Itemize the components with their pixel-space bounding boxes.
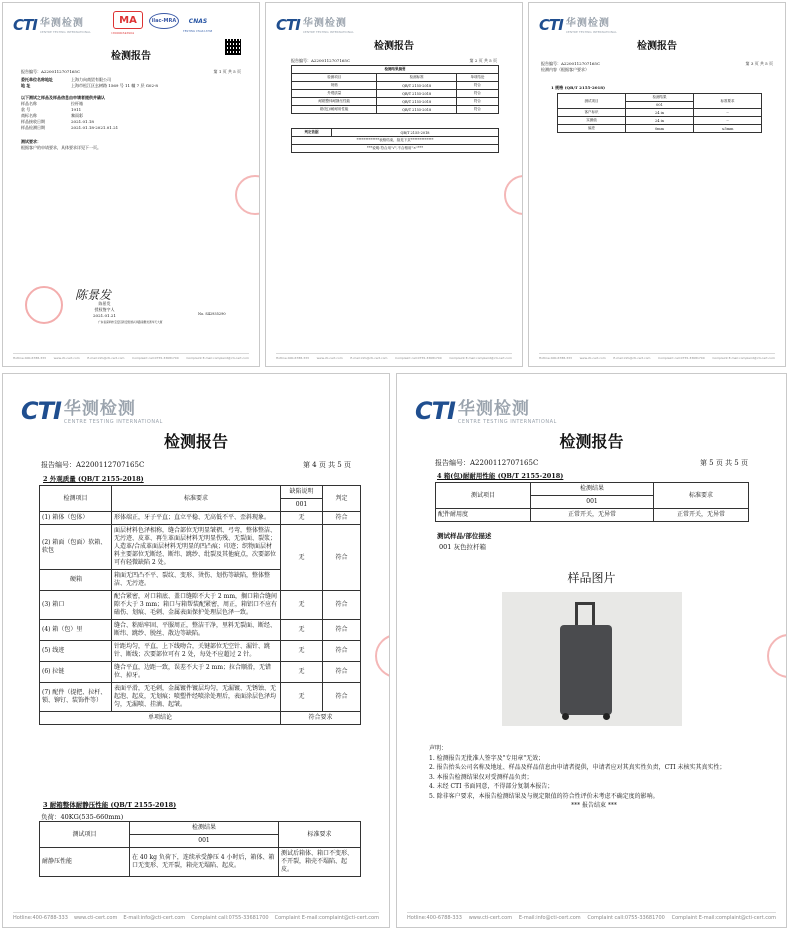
- wheel-icon: [603, 713, 610, 720]
- durability-table: 测试项目 检测结果 标准要求 001 配件耐用度 正常开关，无异常 正常开关，无异常: [435, 482, 749, 522]
- signer-block: 陈景发 授权签字人 2021.01.21: [93, 301, 116, 318]
- page-seal-icon: [767, 634, 787, 678]
- wheel-icon: [562, 713, 569, 720]
- cti-logo: CTI 华测检测 CENTRE TESTING INTERNATIONAL: [276, 16, 354, 34]
- content-line: 检测内容（根据客户要求）: [541, 67, 589, 72]
- cti-logo: CTI 华测检测 CENTRE TESTING INTERNATIONAL: [21, 397, 163, 425]
- cma-mark: MA: [113, 11, 143, 29]
- conclusion-row: 单项结论 符合要求: [40, 712, 361, 725]
- page-footer: Hotline:400-6788-333 www.cti-cert.com E-mail:info@cti-cert.com Complaint call:0755-33681700 Complaint E-mail:complaint@cti-cert.com: [407, 912, 776, 921]
- table-row: (4) 箱（包）里 缝合、粘贴牢固、平服周正，整洁干净，里料无裂面、断经、断纬、跳纱、脱丝、散边等缺陷。 无 符合: [40, 620, 361, 641]
- sample-description: 001 灰色拉杆箱: [439, 543, 486, 551]
- table-row: 客户标识 24 in --: [558, 109, 762, 117]
- report-page-4: [2, 373, 390, 928]
- report-title: 检测报告: [163, 432, 228, 451]
- report-title: 检测报告: [374, 41, 414, 52]
- table-row: (2) 箱面（包面）软箱、软包 面层材料色泽相称，缝合部位无明显皱褶、弓弯，整体整洁、无污迹、皮革、再生革面层材料无明显伤残、无裂面、裂浆；人造革/合成革面层材料无明显的凹凸痕；印迹；织物面层材料主要部位无断经、断纬、跳纱、纰裂及其他疵点，次要部位可有轻微缺陷 2 处。 无 符合: [40, 525, 361, 570]
- table-row: (7) 配件（提把、拉杆、锁、铆钉、装饰件等） 表面平滑，无毛刺，金属镀件镀层均匀，无漏镀、无锈蚀、无起泡、起皮，无划痕；喷塑件经喷涂处理后，表面涂层色泽均匀，无漏喷、挂滴、起皱。 无 符合: [40, 683, 361, 712]
- load-line: 负荷：40KG(535-660mm): [41, 813, 124, 821]
- trolley-handle-icon: [575, 602, 595, 626]
- report-title: 检测报告: [559, 432, 624, 451]
- issuer-address: 广东省深圳市宝安区新安街道兴华路南侧龙湾华天大厦: [98, 320, 163, 324]
- table-row: 实测值 24 in --: [558, 117, 762, 125]
- table-row: (1) 箱体（包体） 形体端正，牙子平直；直立平稳、无高低不平、歪斜现象。 无 符合: [40, 512, 361, 525]
- client-block: 委托单位名称地址 上海力向商贸有限公司 地 址 上海市松江区玄树路 1569 号 11 幢 7 层 G02-8 以下测试之样品及样品信息由申请者提供并确认 样品名称 拉杆箱 款 号 1911 商标名称 黎雨彩 样品接收日期 2021.01.18 样品检测日期 2021.01.18-2021.01.21 测试要求： 根据客户的申请要求，具体要求详见下一页。: [21, 77, 158, 150]
- report-title: 检测报告: [111, 51, 151, 62]
- table-row: (3) 箱口 配合紧密，对口箱底、盖口缝隙不大于 2 mm，搁口箱合缝间隙不大于 3 mm；箱口与箱帮装配紧密，周正，箱铝口不应有磕伤、划痕、毛刺、金属表面保护处理层色泽一致。 无 符合: [40, 591, 361, 620]
- spec-table: 测试项目 检测结果 标准要求 001 客户标识 24 in -- 实测值 24 in -- 偏差 0mm ≤5mm: [557, 93, 762, 133]
- report-meta: 报告编号：A2200112707165C 第 4 页 共 5 页: [41, 461, 351, 469]
- summary-table: 检测结果摘要 检测项目 检测标准 单项结论 规格 QB/T 2155-2018 符合 外观质量 QB/T 2155-2018 符合 耐箱整体耐静压性能 QB/T 2155-2018 符合 箱(包)/耐耐用性能 QB/T 2155-2018 符合: [291, 65, 499, 114]
- page-seal-icon: [504, 175, 523, 215]
- report-page-3: [528, 2, 786, 367]
- report-meta: 报告编号：A2200112707165C 第 1 页 共 5 页: [21, 69, 241, 74]
- serial-number: No. S42935290: [198, 312, 226, 316]
- page-footer: Hotline:400-6788-333 www.cti-cert.com E-mail:info@cti-cert.com Complaint call:0755-33681700 Complaint E-mail:complaint@cti-cert.com: [13, 353, 249, 360]
- report-page-1: [2, 2, 260, 367]
- report-page-2: [265, 2, 523, 367]
- table-row: 硬箱 箱面无凹凸不平、裂纹、变形、烫伤、划伤等缺陷，整体整洁、无污迹。: [40, 570, 361, 591]
- disclaimer-block: 声明： 1. 检测报告无批准人签字及"专用章"无效； 2. 报告抬头公司名称及地址、样品及样品信息由申请者提供，申请者应对其真实性负责，CTI 未核实其真实性； 3. 本报告检测结果仅对受测样品负责； 4. 未经 CTI 书面同意，不得部分复制本报告； 5. 除非客户要求，本报告检测结果及与规定限值的符合性评价未考虑不确定度的影响。 *** 报告结束 ***: [429, 745, 726, 809]
- table-row: 箱(包)/耐耐用性能 QB/T 2155-2018 符合: [292, 106, 499, 114]
- appearance-table: 检测项目 标准要求 缺陷说明 判定 001 (1) 箱体（包体） 形体端正，牙子平直；直立平稳、无高低不平、歪斜现象。 无 符合 (2) 箱面（包面）软箱、软包 面层材料色泽相称，缝合部位无明显皱褶、弓弯，整体整洁、无污迹、皮革、再生革面层材料无明显伤残、无裂面、裂浆；人造革/合成革面层材料无明显的凹凸痕；印迹；织物面层材料主要部位无断经、断纬、跳纱、纰裂及其他疵点，次要部位可有轻微缺陷 2 处。 无 符合 硬箱 箱面无凹凸不平、裂纹、变形、烫伤、划伤等缺陷，整体整洁、无污迹。 (3) 箱口 配合紧密，对口箱底、盖口缝隙不大于 2 mm，搁口箱合缝间隙不大于 3 mm；箱口与箱帮装配紧密，周正，箱铝口不应有磕伤、划痕、毛刺、金属表面保护处理层色泽一致。 无 符合 (4) 箱（包）里 缝合、粘贴牢固、平服周正，整洁干净，里料无裂面、断经、断纬、跳纱、脱丝、散边等缺陷。 无 符合 (5) 线迹 针距均匀，平直，上下线吻合，关键部位无空针、漏针、跳针、断线；次要部位可有 2 处，每处不应超过 2 针。 无 符合 (6) 拉链 缝合平直，边距一致，误差不大于 2 mm；拉合顺滑，无错位、掉牙。 无 符合 (7) 配件（提把、拉杆、锁、铆钉、装饰件等） 表面平滑，无毛刺，金属镀件镀层均匀，无漏镀、无锈蚀、无起泡、起皮，无划痕；喷塑件经喷涂处理后，表面涂层色泽均匀，无漏喷、挂滴、起皱。 无 符合 单项结论 符合要求: [39, 485, 361, 725]
- table-row: 耐静压性能 在 40 kg 负荷下，连续承受静压 4 小时后，箱体、箱口无变形、无开裂，箱壳无塌陷、起皮。 测试后箱体、箱口不变形、不开裂，箱壳不塌陷、起皮。: [40, 848, 361, 877]
- section-heading: 1 规格 (QB/T 2155-2018): [551, 85, 605, 90]
- page-label: 第 1 页 共 5 页: [213, 69, 241, 74]
- cti-logo: CTI 华测检测 CENTRE TESTING INTERNATIONAL: [539, 16, 617, 34]
- report-title: 检测报告: [637, 41, 677, 52]
- photo-title: 样品图片: [567, 571, 616, 585]
- luggage-photo: [502, 592, 682, 726]
- page-footer: Hotline:400-6788-333 www.cti-cert.com E-mail:info@cti-cert.com Complaint call:0755-33681700 Complaint E-mail:complaint@cti-cert.com: [13, 912, 379, 921]
- report-meta: 报告编号：A2200112707165C 第 5 页 共 5 页: [435, 459, 748, 467]
- page-footer: Hotline:400-6788-333 www.cti-cert.com E-mail:info@cti-cert.com Complaint call:0755-33681700 Complaint E-mail:complaint@cti-cert.com: [539, 353, 775, 360]
- table-row: 偏差 0mm ≤5mm: [558, 125, 762, 133]
- sample-heading: 测试样品/部位描述: [437, 532, 492, 540]
- section-4-heading: 4 箱(包)耐耐用性能 (QB/T 2155-2018): [437, 472, 564, 480]
- cti-logo: CTI 华测检测 CENTRE TESTING INTERNATIONAL: [13, 16, 91, 34]
- table-row: 耐箱整体耐静压性能 QB/T 2155-2018 符合: [292, 98, 499, 106]
- table-row: (6) 拉链 缝合平直，边距一致，误差不大于 2 mm；拉合顺滑，无错位、掉牙。 无 符合: [40, 662, 361, 683]
- cnas-mark: CNAS: [188, 17, 208, 25]
- cma-number: 180000343904: [111, 31, 134, 35]
- judge-table: 判定依据 QB/T 2155-2018 *************表格结束，续见下页************* ***说明:符合用"√",不合格用"×"***: [291, 128, 499, 153]
- report-meta: 报告编号：A2200112707165C 第 3 页 共 5 页: [541, 61, 773, 66]
- suitcase-icon: [560, 625, 612, 715]
- signature: 陈景发: [75, 288, 112, 302]
- table-row: 配件耐用度 正常开关，无异常 正常开关，无异常: [436, 509, 749, 522]
- page-seal-icon: [375, 634, 390, 678]
- table-row: 外观质量 QB/T 2155-2018 符合: [292, 90, 499, 98]
- table-row: (5) 线迹 针距均匀，平直，上下线吻合，关键部位无空针、漏针、跳针、断线；次要部位可有 2 处，每处不应超过 2 针。 无 符合: [40, 641, 361, 662]
- static-pressure-table: 测试项目 检测结果 标准要求 001 耐静压性能 在 40 kg 负荷下，连续承受静压 4 小时后，箱体、箱口无变形、无开裂，箱壳无塌陷、起皮。 测试后箱体、箱口不变形、不开裂，箱壳不塌陷、起皮。: [39, 821, 361, 877]
- cnas-number: TESTING CNAS L6768: [183, 30, 213, 33]
- ilac-mark: ilac-MRA: [149, 13, 179, 29]
- section-2-heading: 2 外观质量 (QB/T 2155-2018): [43, 475, 144, 483]
- report-meta: 报告编号：A2200112707165C 第 2 页 共 5 页: [291, 58, 497, 63]
- cti-logo: CTI 华测检测 CENTRE TESTING INTERNATIONAL: [415, 397, 557, 425]
- section-3-heading: 3 耐箱整体耐静压性能 (QB/T 2155-2018): [43, 801, 177, 809]
- page-footer: Hotline:400-6788-333 www.cti-cert.com E-mail:info@cti-cert.com Complaint call:0755-33681700 Complaint E-mail:complaint@cti-cert.com: [276, 353, 512, 360]
- report-number: A2200112707165C: [41, 69, 81, 74]
- page-seal-icon: [235, 175, 260, 215]
- report-page-5: [396, 373, 787, 928]
- official-seal-icon: [25, 286, 63, 324]
- table-row: 规格 QB/T 2155-2018 符合: [292, 82, 499, 90]
